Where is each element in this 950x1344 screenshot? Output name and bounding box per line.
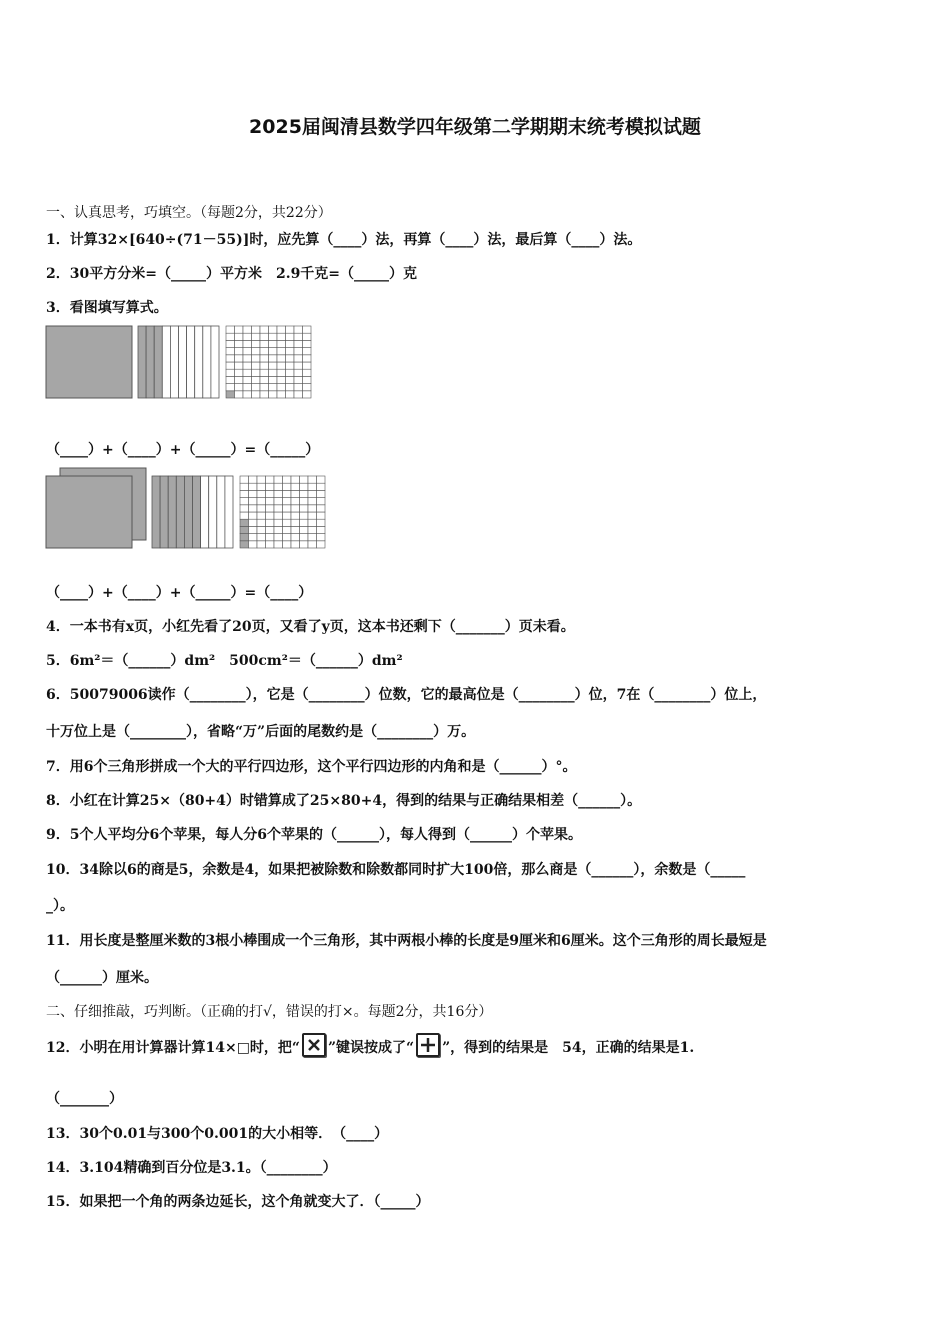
hundredth-cell	[286, 391, 295, 398]
tenth-strip-7	[201, 476, 209, 548]
hundredth-cell	[260, 355, 269, 362]
hundredth-cell	[266, 534, 275, 541]
hundredth-cell	[243, 348, 252, 355]
hundredth-cell	[283, 483, 292, 490]
hundredth-cell	[303, 355, 312, 362]
hundredth-cell	[274, 490, 283, 497]
hundredth-cell	[283, 526, 292, 533]
hundredth-cell	[235, 333, 244, 340]
hundredth-cell	[266, 505, 275, 512]
hundredth-cell	[300, 498, 309, 505]
hundredth-cell	[291, 498, 300, 505]
question-6-line-2: 十万位上是（________），省略“万”后面的尾数约是（________）万。	[46, 724, 476, 740]
tenths-strip	[138, 326, 219, 398]
tenth-strip-5	[184, 476, 192, 548]
hundredth-cell	[294, 384, 303, 391]
hundredth-cell	[300, 526, 309, 533]
hundredth-cell	[269, 369, 278, 376]
hundredth-cell	[260, 326, 269, 333]
tenth-strip-3	[168, 476, 176, 548]
hundredth-cell	[252, 376, 261, 383]
tenth-strip-8	[209, 476, 217, 548]
hundredth-cell	[240, 534, 249, 541]
hundredth-cell	[308, 505, 317, 512]
tenth-strip-10	[225, 476, 233, 548]
question-3: 3．看图填写算式。	[46, 300, 168, 316]
hundredth-cell	[300, 512, 309, 519]
hundredth-cell	[249, 519, 258, 526]
hundredth-cell	[243, 326, 252, 333]
hundredths-grid	[226, 326, 311, 398]
hundredth-cell	[252, 326, 261, 333]
hundredth-cell	[266, 490, 275, 497]
hundredth-cell	[303, 391, 312, 398]
hundredth-cell	[252, 369, 261, 376]
hundredth-cell	[303, 369, 312, 376]
hundredth-cell	[291, 476, 300, 483]
hundredth-cell	[274, 541, 283, 548]
hundredth-cell	[317, 519, 326, 526]
question-12	[46, 1036, 694, 1060]
hundredth-cell	[235, 376, 244, 383]
hundredth-cell	[260, 369, 269, 376]
hundredth-cell	[317, 526, 326, 533]
hundredth-cell	[240, 476, 249, 483]
hundredth-cell	[266, 526, 275, 533]
hundredth-cell	[266, 498, 275, 505]
hundredth-cell	[257, 490, 266, 497]
tenth-strip-6	[193, 476, 201, 548]
hundredth-cell	[286, 348, 295, 355]
hundredth-cell	[257, 483, 266, 490]
hundredth-cell	[269, 348, 278, 355]
hundredth-cell	[291, 534, 300, 541]
hundredths-grid	[240, 476, 325, 548]
tenth-strip-9	[203, 326, 211, 398]
hundredth-cell	[226, 384, 235, 391]
hundredth-cell	[257, 534, 266, 541]
hundredth-cell	[274, 526, 283, 533]
tenth-strip-1	[138, 326, 146, 398]
hundredth-cell	[308, 526, 317, 533]
tenth-strip-6	[179, 326, 187, 398]
hundredth-cell	[317, 490, 326, 497]
hundredth-cell	[303, 333, 312, 340]
hundredth-cell	[257, 505, 266, 512]
hundredth-cell	[283, 498, 292, 505]
hundredth-cell	[226, 326, 235, 333]
whole-square	[46, 326, 132, 398]
hundredth-cell	[277, 384, 286, 391]
hundredth-cell	[249, 512, 258, 519]
hundredth-cell	[243, 355, 252, 362]
question-14: 14．3.104精确到百分位是3.1。（________）	[46, 1160, 337, 1176]
hundredth-cell	[243, 340, 252, 347]
hundredth-cell	[286, 355, 295, 362]
hundredth-cell	[294, 369, 303, 376]
hundredth-cell	[303, 376, 312, 383]
hundredth-cell	[260, 376, 269, 383]
hundredth-cell	[252, 333, 261, 340]
hundredth-cell	[283, 512, 292, 519]
whole-square-front	[46, 476, 132, 548]
hundredth-cell	[277, 355, 286, 362]
hundredth-cell	[274, 483, 283, 490]
hundredth-cell	[294, 348, 303, 355]
hundredth-cell	[266, 519, 275, 526]
hundredth-cell	[249, 541, 258, 548]
hundredth-cell	[243, 384, 252, 391]
hundredth-cell	[294, 355, 303, 362]
hundredth-cell	[300, 490, 309, 497]
hundredth-cell	[286, 340, 295, 347]
hundredth-cell	[277, 376, 286, 383]
tenths-strip	[152, 476, 233, 548]
hundredth-cell	[249, 498, 258, 505]
hundredth-cell	[291, 541, 300, 548]
question-5: 5．6m²＝（______）dm² 500cm²＝（______）dm²	[46, 653, 403, 669]
hundredth-cell	[252, 348, 261, 355]
hundredth-cell	[269, 355, 278, 362]
hundredth-cell	[274, 476, 283, 483]
hundredth-cell	[303, 348, 312, 355]
question-9: 9．5个人平均分6个苹果，每人分6个苹果的（______），每人得到（______）个苹果。	[46, 827, 582, 843]
hundredth-cell	[226, 362, 235, 369]
hundredth-cell	[269, 391, 278, 398]
section-1-heading: 一、认真思考，巧填空。（每题2分，共22分）	[46, 205, 332, 221]
hundredth-cell	[294, 333, 303, 340]
hundredth-cell	[308, 541, 317, 548]
question-12-text-2: ”键误按成了“	[327, 1040, 415, 1056]
hundredth-cell	[303, 384, 312, 391]
hundredth-cell	[266, 541, 275, 548]
hundredth-cell	[277, 362, 286, 369]
hundredth-cell	[286, 362, 295, 369]
hundredth-cell	[240, 483, 249, 490]
question-13: 13．30个0.01与300个0.001的大小相等． （____）	[46, 1126, 389, 1142]
tenth-strip-2	[146, 326, 154, 398]
hundredth-cell	[277, 348, 286, 355]
hundredth-cell	[286, 326, 295, 333]
hundredth-cell	[317, 541, 326, 548]
question-12-blank: （_______）	[46, 1091, 123, 1107]
hundredth-cell	[294, 340, 303, 347]
hundredth-cell	[274, 534, 283, 541]
hundredth-cell	[269, 333, 278, 340]
hundredth-cell	[294, 326, 303, 333]
hundredth-cell	[252, 362, 261, 369]
hundredth-cell	[300, 541, 309, 548]
question-12-text-1: 12．小明在用计算器计算14×□时，把“	[46, 1040, 300, 1056]
tenth-strip-5	[170, 326, 178, 398]
hundredth-cell	[249, 534, 258, 541]
hundredth-cell	[294, 391, 303, 398]
hundredth-cell	[257, 476, 266, 483]
hundredth-cell	[283, 505, 292, 512]
hundredth-cell	[226, 369, 235, 376]
hundredth-cell	[226, 348, 235, 355]
hundredth-cell	[257, 526, 266, 533]
question-1: 1．计算32×[640÷(71－55)]时，应先算（____）法，再算（____）法，最后算（____）法。	[46, 232, 642, 248]
hundredth-cell	[300, 505, 309, 512]
hundredth-cell	[291, 512, 300, 519]
tenth-strip-3	[154, 326, 162, 398]
hundredth-cell	[249, 483, 258, 490]
hundredth-cell	[286, 384, 295, 391]
page-title: 2025届闽清县数学四年级第二学期期末统考模拟试题	[249, 116, 701, 138]
hundredth-cell	[226, 340, 235, 347]
question-7: 7．用6个三角形拼成一个大的平行四边形，这个平行四边形的内角和是（______）°。	[46, 759, 577, 775]
hundredth-cell	[240, 498, 249, 505]
hundredth-cell	[269, 326, 278, 333]
hundredth-cell	[286, 333, 295, 340]
hundredth-cell	[274, 505, 283, 512]
hundredth-cell	[266, 512, 275, 519]
hundredth-cell	[235, 369, 244, 376]
hundredth-cell	[260, 362, 269, 369]
hundredth-cell	[240, 526, 249, 533]
question-3-blank-2: （____）+（____）+（_____）=（____）	[46, 585, 313, 601]
hundredth-cell	[260, 340, 269, 347]
hundredth-cell	[266, 476, 275, 483]
hundredth-cell	[283, 519, 292, 526]
hundredth-cell	[317, 505, 326, 512]
decimal-figure-2	[45, 467, 330, 551]
hundredth-cell	[283, 534, 292, 541]
hundredth-cell	[303, 340, 312, 347]
hundredth-cell	[291, 490, 300, 497]
hundredth-cell	[243, 333, 252, 340]
hundredth-cell	[226, 376, 235, 383]
tenth-strip-8	[195, 326, 203, 398]
hundredth-cell	[257, 541, 266, 548]
hundredth-cell	[260, 391, 269, 398]
hundredth-cell	[257, 519, 266, 526]
hundredth-cell	[240, 541, 249, 548]
question-11-line-2: （______）厘米。	[46, 970, 158, 986]
hundredth-cell	[300, 476, 309, 483]
hundredth-cell	[243, 391, 252, 398]
hundredth-cell	[240, 519, 249, 526]
hundredth-cell	[308, 490, 317, 497]
tenth-strip-4	[162, 326, 170, 398]
hundredth-cell	[249, 505, 258, 512]
hundredth-cell	[283, 541, 292, 548]
hundredth-cell	[243, 362, 252, 369]
question-10-line-1: 10．34除以6的商是5，余数是4，如果把被除数和除数都同时扩大100倍，那么商是（______），余数是（_____	[46, 862, 746, 878]
question-2: 2．30平方分米=（_____）平方米 2.9千克=（_____）克	[46, 266, 418, 282]
hundredth-cell	[308, 476, 317, 483]
hundredth-cell	[308, 483, 317, 490]
hundredth-cell	[283, 490, 292, 497]
hundredth-cell	[294, 376, 303, 383]
hundredth-cell	[291, 505, 300, 512]
hundredth-cell	[235, 348, 244, 355]
section-2-heading: 二、仔细推敲，巧判断。（正确的打√，错误的打×。每题2分，共16分）	[46, 1004, 493, 1020]
question-6-line-1: 6．50079006读作（________），它是（________）位数，它的最高位是（________）位，7在（________）位上，	[46, 687, 767, 703]
hundredth-cell	[317, 476, 326, 483]
hundredth-cell	[243, 376, 252, 383]
hundredth-cell	[252, 391, 261, 398]
hundredth-cell	[308, 534, 317, 541]
tenth-strip-7	[187, 326, 195, 398]
hundredth-cell	[303, 326, 312, 333]
hundredth-cell	[226, 355, 235, 362]
hundredth-cell	[235, 355, 244, 362]
tenth-strip-4	[176, 476, 184, 548]
hundredth-cell	[269, 376, 278, 383]
multiply-key-icon	[302, 1033, 326, 1057]
hundredth-cell	[291, 519, 300, 526]
hundredth-cell	[300, 483, 309, 490]
hundredth-cell	[317, 483, 326, 490]
hundredth-cell	[294, 362, 303, 369]
hundredth-cell	[269, 340, 278, 347]
hundredth-cell	[308, 512, 317, 519]
hundredth-cell	[300, 519, 309, 526]
hundredth-cell	[291, 483, 300, 490]
decimal-figure-1	[45, 325, 315, 401]
plus-key-icon	[416, 1033, 440, 1057]
hundredth-cell	[260, 348, 269, 355]
hundredth-cell	[286, 376, 295, 383]
question-12-text-3: ”，得到的结果是 54，正确的结果是1.	[442, 1040, 695, 1056]
hundredth-cell	[235, 326, 244, 333]
hundredth-cell	[235, 384, 244, 391]
hundredth-cell	[274, 512, 283, 519]
hundredth-cell	[300, 534, 309, 541]
hundredth-cell	[257, 498, 266, 505]
hundredth-cell	[260, 333, 269, 340]
hundredth-cell	[317, 534, 326, 541]
hundredth-cell	[240, 505, 249, 512]
question-10-line-2: _）。	[46, 898, 74, 914]
hundredth-cell	[235, 340, 244, 347]
question-4: 4．一本书有x页，小红先看了20页，又看了y页，这本书还剩下（_______）页未看。	[46, 619, 575, 635]
hundredth-cell	[277, 333, 286, 340]
hundredth-cell	[303, 362, 312, 369]
hundredth-cell	[277, 326, 286, 333]
hundredth-cell	[269, 362, 278, 369]
hundredth-cell	[277, 340, 286, 347]
hundredth-cell	[249, 476, 258, 483]
hundredth-cell	[274, 519, 283, 526]
hundredth-cell	[286, 369, 295, 376]
question-8: 8．小红在计算25×（80+4）时错算成了25×80+4，得到的结果与正确结果相差（______）。	[46, 793, 642, 809]
tenth-strip-9	[217, 476, 225, 548]
hundredth-cell	[226, 333, 235, 340]
question-3-blank-1: （____）+（____）+（_____）=（_____）	[46, 442, 320, 458]
hundredth-cell	[308, 498, 317, 505]
hundredth-cell	[249, 526, 258, 533]
tenth-strip-1	[152, 476, 160, 548]
tenth-strip-2	[160, 476, 168, 548]
hundredth-cell	[317, 512, 326, 519]
hundredth-cell	[266, 483, 275, 490]
hundredth-cell	[274, 498, 283, 505]
hundredth-cell	[291, 526, 300, 533]
hundredth-cell	[317, 498, 326, 505]
hundredth-cell	[240, 490, 249, 497]
hundredth-cell	[277, 369, 286, 376]
hundredth-cell	[252, 340, 261, 347]
hundredth-cell	[240, 512, 249, 519]
hundredth-cell	[283, 476, 292, 483]
hundredth-cell	[226, 391, 235, 398]
hundredth-cell	[260, 384, 269, 391]
hundredth-cell	[269, 384, 278, 391]
hundredth-cell	[257, 512, 266, 519]
hundredth-cell	[249, 490, 258, 497]
hundredth-cell	[308, 519, 317, 526]
hundredth-cell	[252, 355, 261, 362]
hundredth-cell	[252, 384, 261, 391]
hundredth-cell	[235, 362, 244, 369]
hundredth-cell	[235, 391, 244, 398]
question-11-line-1: 11．用长度是整厘米数的3根小棒围成一个三角形，其中两根小棒的长度是9厘米和6厘米。这个三角形的周长最短是	[46, 933, 767, 949]
tenth-strip-10	[211, 326, 219, 398]
hundredth-cell	[277, 391, 286, 398]
hundredth-cell	[243, 369, 252, 376]
question-15: 15．如果把一个角的两条边延长，这个角就变大了．（_____）	[46, 1194, 430, 1210]
